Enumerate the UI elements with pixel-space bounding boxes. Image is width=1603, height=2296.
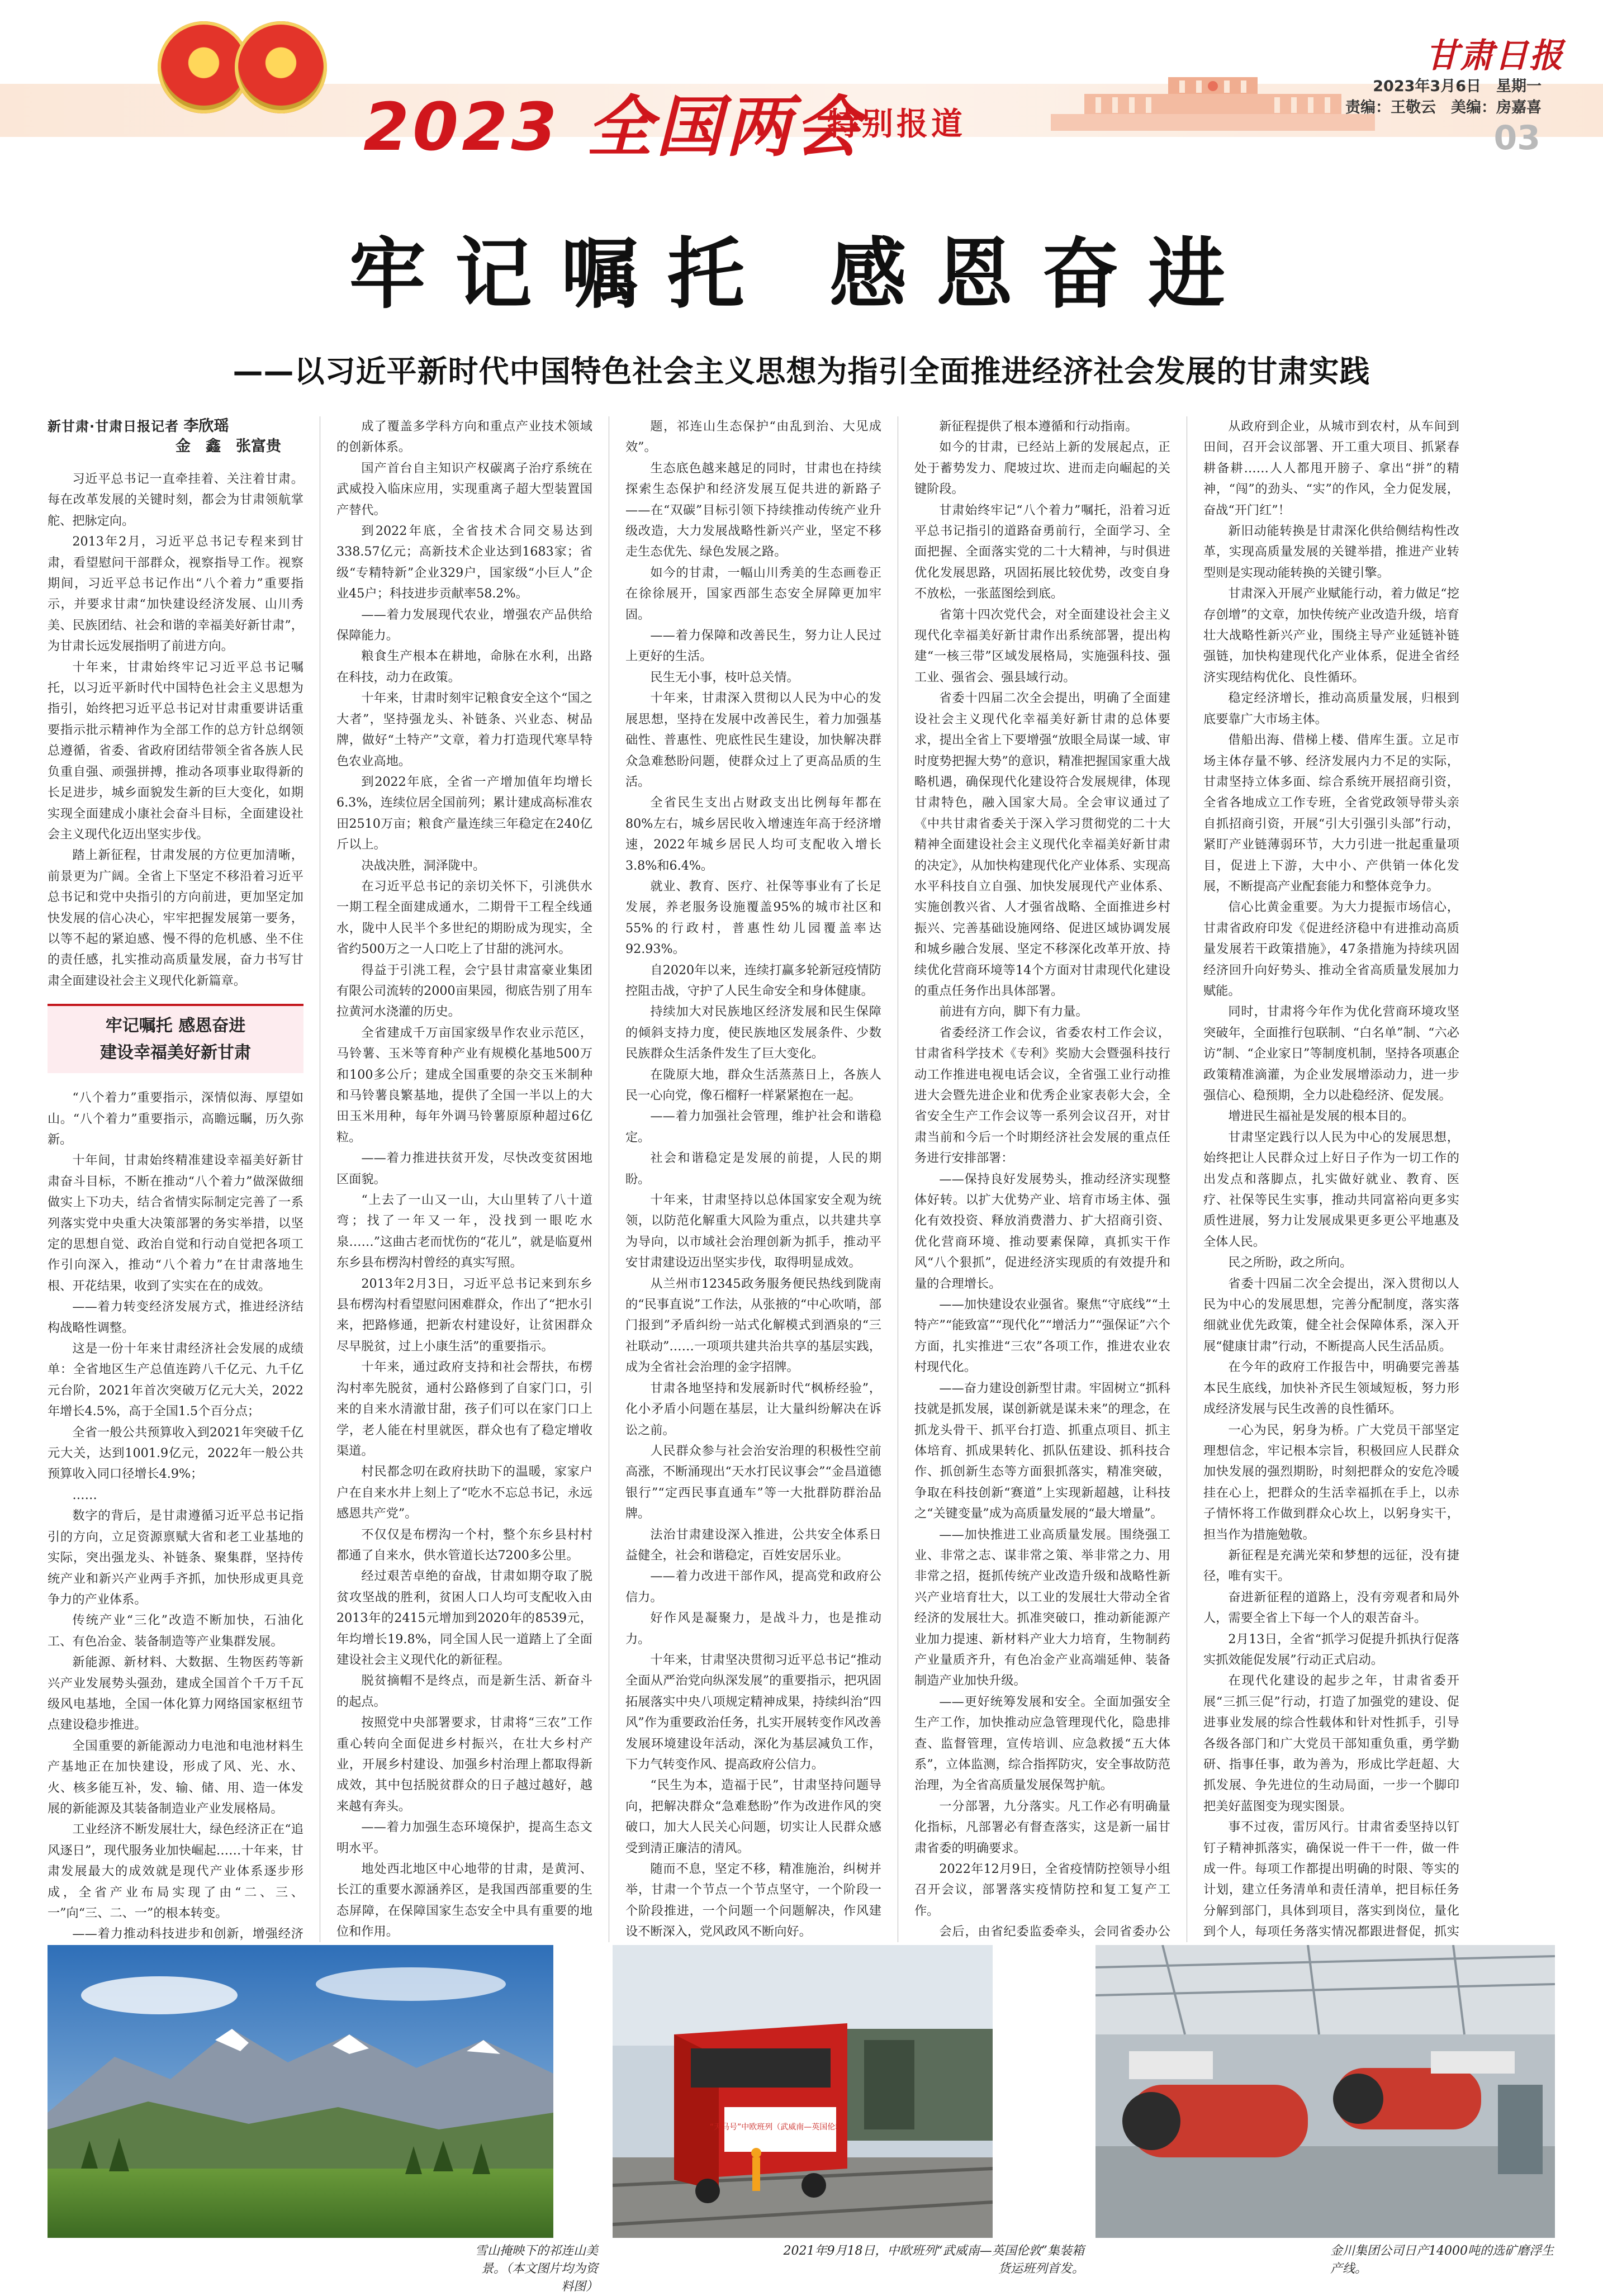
article-paragraph: 法治甘肃建设深入推进，公共安全体系日益健全，社会和谐稳定，百姓安居乐业。 [625, 1527, 881, 1563]
photo-ore-processing-plant [1095, 1945, 1555, 2238]
article-paragraph: 一心为民，躬身为桥。广大党员干部坚定理想信念，牢记根本宗旨，积极回应人民群众加快发展的强烈期盼，时刻把群众的安危冷暖挂在心上，把群众的生活幸福抓在手上，以赤子情怀将工作做到群众心坎上，以躬身实干，担当作为措施勉敬。 [1203, 1422, 1459, 1542]
article-paragraph: 一分部署，九分落实。凡工作必有明确量化指标，凡部署必有督查落实，这是新一届甘肃省委的明确要求。 [914, 1799, 1170, 1856]
article-paragraph: ——加快建设农业强省。聚焦“守底线”“土特产”“能致富”“现代化”“增活力”“强保证”六个方面，扎实推进“三农”各项工作，推进农业农村现代化。 [914, 1297, 1170, 1375]
article-paragraph: 前进有方向，脚下有力量。 [939, 1004, 1088, 1019]
article-paragraph: 从政府到企业，从城市到农村，从车间到田间，召开会议部署、开工重大项目、抓紧春耕备耕……人人都甩开膀子、拿出“拼”的精神，“闯”的劲头、“实”的作风，全力促发展，奋战“开门红”！ [1203, 419, 1459, 518]
article-paragraph: 成了覆盖多学科方向和重点产业技术领域的创新体系。 [336, 419, 592, 455]
article-paragraph: 借船出海、借梯上楼、借库生蛋。立足市场主体存量不够、经济发展内力不足的实际，甘肃坚持立体多面、综合系统开展招商引资，全省各地成立工作专班，全省党政领导带头亲自抓招商引资，开展“引大引强引头部”行动，紧盯产业链薄弱环节，大力引进一批起重量项目，促进上下游，大中小、产供销一体化发展，不断提高产业配套能力和整体竞争力。 [1203, 733, 1459, 894]
article-paragraph: 甘肃各地坚持和发展新时代“枫桥经验”，化小矛盾小问题在基层，让大量纠纷解决在诉讼之前。 [625, 1381, 881, 1438]
article-paragraph: 如今的甘肃，已经站上新的发展起点，正处于蓄势发力、爬坡过坎、进而走向崛起的关键阶段。 [914, 440, 1170, 497]
article-paragraph: 省第十四次党代会，对全面建设社会主义现代化幸福美好新甘肃作出系统部署，提出构建“一核三带”区域发展格局，实施强科技、强工业、强省会、强县域行动。 [914, 607, 1170, 685]
byline [48, 416, 303, 457]
article-paragraph: 新征程是充满光荣和梦想的远征，没有捷径，唯有实干。 [1203, 1548, 1459, 1584]
paragraph-group [48, 1088, 303, 1942]
article-paragraph: 就业、教育、医疗、社保等事业有了长足发展，养老服务设施覆盖95%的城市社区和55%的行政村，普惠性幼儿园覆盖率达92.93%。 [625, 879, 881, 957]
article-paragraph: …… [72, 1487, 97, 1502]
article-paragraph: ——更好统筹发展和安全。全面加强安全生产工作，加快推动应急管理现代化，隐患排查、监督管理，宣传培训、应急救援“五大体系”，立体监测，综合指挥防灾，安全事故防范治理，为全省高质量发展保驾护航。 [914, 1694, 1170, 1793]
article-paragraph: 新征程提供了根本遵循和行动指南。 [939, 419, 1138, 434]
article-paragraph: 自2020年以来，连续打赢多轮新冠疫情防控阻击战，守护了人民生命安全和身体健康。 [625, 962, 881, 998]
article-paragraph: 十年间，甘肃始终精准建设幸福美好新甘肃奋斗目标，不断在推动“八个着力”做深做细做实上下功夫，结合省情实际制定完善了一系列落实党中央重大决策部署的务实举措，以坚定的思想自觉、政治自觉和行动自觉把各项工作引向深入，推动“八个着力”在甘肃落地生根、开花结果，收到了实实在在的成效。 [48, 1153, 303, 1293]
article-paragraph: 稳定经济增长，推动高质量发展，归根到底要靠广大市场主体。 [1203, 691, 1459, 727]
article-paragraph: 十年来，甘肃时刻牢记粮食安全这个“国之大者”，坚持强龙头、补链条、兴业态、树品牌，做好“土特产”文章，着力打造现代寒旱特色农业高地。 [336, 691, 592, 769]
section-box-line1: 牢记嘱托 感恩奋进 [105, 1016, 246, 1036]
article-column-5 [1203, 416, 1459, 1942]
great-hall-icon [1040, 60, 1386, 139]
article-paragraph: 社会和谐稳定是发展的前提，人民的期盼。 [625, 1151, 881, 1187]
article-column-2 [336, 416, 592, 1942]
article-paragraph: 2022年12月9日，全省疫情防控领导小组召开会议，部署落实疫情防控和复工复产工作。 [914, 1862, 1170, 1918]
article-paragraph: 得益于引洮工程，会宁县甘肃富豪业集团有限公司流转的2000亩果园，彻底告别了用车拉黄河水浇灌的历史。 [336, 962, 592, 1019]
article-paragraph: 按照党中央部署要求，甘肃将“三农”工作重心转向全面促进乡村振兴，在壮大乡村产业，开展乡村建设、加强乡村治理上都取得新成效，其中包括脱贫群众的日子越过越好，越来越有奔头。 [336, 1715, 592, 1814]
article-paragraph: ——着力转变经济发展方式，推进经济结构战略性调整。 [48, 1299, 303, 1335]
photo-china-europe-train [613, 1945, 993, 2238]
article-paragraph: “八个着力”重要指示，深情似海、厚望如山。“八个着力”重要指示，高瞻远瞩，历久弥新。 [48, 1090, 303, 1147]
banner-subtitle: 特别报道 [827, 106, 966, 143]
article-paragraph: 2013年2月3日，习近平总书记来到东乡县布楞沟村看望慰问困难群众，作出了“把水引来，把路修通，把新农村建设好，让贫困群众尽早脱贫，过上小康生活”的重要指示。 [336, 1276, 592, 1354]
article-paragraph: 会后，由省纪委监委牵头，会同省委办公 [939, 1924, 1170, 1939]
masthead-logo: 甘肃日报 [1425, 36, 1564, 75]
page-number: 03 [1493, 118, 1540, 158]
article-paragraph: 在习近平总书记的亲切关怀下，引洮供水一期工程全面建成通水，二期骨干工程全线通水，陇中人民半个多世纪的期盼成为现实，全省约500万之一人口吃上了甘甜的洮河水。 [336, 879, 592, 957]
article-paragraph: 新能源、新材料、大数据、生物医药等新兴产业发展势头强劲，建成全国首个千万千瓦级风电基地，全国一体化算力网络国家枢纽节点建设稳步推进。 [48, 1655, 303, 1733]
main-headline: 牢记嘱托 感恩奋进 [348, 229, 1255, 319]
article-column-3 [625, 416, 881, 1942]
article-paragraph: 2013年2月，习近平总书记专程来到甘肃，看望慰问干部群众，视察指导工作。视察期间，习近平总书记作出“八个着力”重要指示，并要求甘肃“加快建设经济发展、山川秀美、民族团结、社会和谐的幸福美好新甘肃”，为甘肃长远发展指明了前进方向。 [48, 534, 303, 654]
article-paragraph: 这是一份十年来甘肃经济社会发展的成绩单：全省地区生产总值连跨八千亿元、九千亿元台阶，2021年首次突破万亿元大关，2022年增长4.5%，高于全国1.5个百分点； [48, 1341, 303, 1419]
article-paragraph: 好作风是凝聚力，是战斗力，也是推动力。 [625, 1611, 881, 1647]
article-paragraph: 踏上新征程，甘肃发展的方位更加清晰，前景更为广阔。全省上下坚定不移沿着习近平总书记和党中央指引的方向前进，更加坚定加快发展的信心决心，牢牢把握发展第一要务，以等不起的紧迫感、慢不得的危机感、坐不住的责任感，扎实推动高质量发展，奋力书写甘肃全面建设社会主义现代化新篇章。 [48, 848, 303, 988]
article-paragraph: 经过艰苦卓绝的奋战，甘肃如期夺取了脱贫攻坚战的胜利，贫困人口人均可支配收入由2013年的2415元增加到2020年的8539元，年均增长19.8%，同全国人民一道踏上了全面建设社会主义现代化的新征程。 [336, 1569, 592, 1667]
article-paragraph: 增进民生福祉是发展的根本目的。 [1228, 1109, 1415, 1124]
article-paragraph: 省委十四届二次全会提出，明确了全面建设社会主义现代化幸福美好新甘肃的总体要求，提出全省上下要增强“放眼全局谋一域、审时度势把握大势”的意识，精准把握国家重大战略机遇，确保现代化建设符合发展规律，体现甘肃特色，融入国家大局。全会审议通过了《中共甘肃省委关于深入学习贯彻党的二十大精神全面建设社会主义现代化幸福美好新甘肃的决定》，从加快构建现代化产业体系、实现高水平科技自立自强、加快发展现代产业体系、实施创教兴省、人才强省战略、全面推进乡村振兴、完善基础设施网络、促进区域协调发展和城乡融合发展、坚定不移深化改革开放、持续优化营商环境等14个方面对甘肃现代化建设的重点任务作出具体部署。 [914, 691, 1170, 998]
article-paragraph: 不仅仅是布楞沟一个村，整个东乡县村村都通了自来水，供水管道长达7200多公里。 [336, 1527, 592, 1563]
article-column-1 [48, 416, 303, 1942]
article-paragraph: 工业经济不断发展壮大，绿色经济正在“追风逐日”，现代服务业加快崛起……十年来，甘肃发展最大的成效就是现代产业体系逐步形成，全省产业布局实现了由“二、三、一”向“三、二、一”的根本转变。 [48, 1822, 303, 1920]
mountain-landscape-image [48, 1945, 553, 2238]
article-paragraph: 事不过夜，雷厉风行。甘肃省委坚持以钉钉子精神抓落实，确保说一件干一件，做一件成一件。每项工作都提出明确的时限、等实的计划，建立任务清单和责任清单，把目标任务分解到部门，具体到项目，落实到岗位，量化到个人，每项任务落实情况都跟进督促，抓实 [1203, 1820, 1459, 1939]
article-paragraph: ——着力保障和改善民生，努力让人民过上更好的生活。 [625, 628, 881, 664]
article-paragraph: 十年来，甘肃坚持以总体国家安全观为统领，以防范化解重大风险为重点，以共建共享为导向，以市域社会治理创新为抓手，推动平安甘肃建设迈出坚实步伐，取得明显成效。 [625, 1193, 881, 1270]
photo-caption-1: 雪山掩映下的祁连山美景。（本文图片均为资料图） [475, 2244, 599, 2294]
article-paragraph: ——保持良好发展势头，推动经济实现整体好转。以扩大优势产业、培育市场主体、强化有效投资、释放消费潜力、扩大招商引资、优化营商环境、推动要素保障，真抓实干作风“八个狠抓”，促进经济实现质的有效提升和量的合理增长。 [914, 1171, 1170, 1291]
article-paragraph: 到2022年底，全省一产增加值年均增长6.3%，连续位居全国前列；累计建成高标准农田2510万亩；粮食产量连续三年稳定在240亿斤以上。 [336, 774, 592, 852]
editors-line: 责编：王敬云 美编：房嘉喜 [1345, 99, 1542, 116]
article-paragraph: 2月13日，全省“抓学习促提升抓执行促落实抓效能促发展”行动正式启动。 [1203, 1631, 1459, 1667]
factory-floor-image [1095, 1945, 1555, 2238]
article-paragraph: “上去了一山又一山，大山里转了八十道弯；找了一年又一年，没找到一眼吃水泉……”这曲古老而忧伤的“花儿”，就是临夏州东乡县布楞沟村曾经的真实写照。 [336, 1193, 592, 1270]
article-paragraph: 十年来，甘肃深入贯彻以人民为中心的发展思想，坚持在发展中改善民生，着力加强基础性、普惠性、兜底性民生建设，加快解决群众急难愁盼问题，使群众过上了更高品质的生活。 [625, 691, 881, 789]
article-paragraph: 生态底色越来越足的同时，甘肃也在持续探索生态保护和经济发展互促共进的新路子——在“双碳”目标引领下持续推动传统产业升级改造，大力发展战略性新兴产业，坚定不移走生态优先、绿色发展之路。 [625, 461, 881, 559]
photo-qilian-mountains [48, 1945, 553, 2238]
article-paragraph: 粮食生产根本在耕地，命脉在水利，出路在科技，动力在政策。 [336, 649, 592, 685]
article-paragraph: 在今年的政府工作报告中，明确要完善基本民生底线，加快补齐民生领域短板，努力形成经济发展与民生改善的良性循环。 [1203, 1360, 1459, 1417]
photo-caption-3: 金川集团公司日产14000吨的选矿磨浮生产线。 [1330, 2244, 1554, 2276]
sub-headline: ——以习近平新时代中国特色社会主义思想为指引全面推进经济社会发展的甘肃实践 [233, 354, 1370, 389]
article-paragraph: “民生为本，造福于民”，甘肃坚持问题导向，把解决群众“急难愁盼”作为改进作风的突破口，加大人民关心问题，切实让人民群众感受到清正廉洁的清风。 [625, 1778, 881, 1856]
article-paragraph: 地处西北地区中心地带的甘肃，是黄河、长江的重要水源涵养区，是我国西部重要的生态屏障，在保障国家生态安全中具有重要的地位和作用。 [336, 1862, 592, 1939]
article-paragraph: 在现代化建设的起步之年，甘肃省委开展“三抓三促”行动，打造了加强党的建设、促进事业发展的综合性载体和针对性抓手，引导各级各部门和广大党员干部知重负重，勇学勤研、指事任事，敢为善为，形成比学赶超、大抓发展、争先进位的生动局面，一步一个脚印把美好蓝图变为现实图景。 [1203, 1673, 1459, 1814]
article-paragraph: 决战决胜，洞泽陇中。 [361, 858, 486, 873]
article-paragraph: 村民都念叨在政府扶助下的温暖，家家户户在自来水井上刻上了“吃水不忘总书记，永远感恩共产党”。 [336, 1464, 592, 1521]
section-box-line2: 建设幸福美好新甘肃 [100, 1043, 251, 1063]
article-paragraph: ——着力推动科技进步和创新，增强经济 [72, 1927, 303, 1942]
article-paragraph: 省委十四届二次全会提出，深入贯彻以人民为中心的发展思想，完善分配制度，落实落细就业优先政策，健全社会保障体系，深入开展“健康甘肃”行动，不断提高人民生活品质。 [1203, 1276, 1459, 1354]
article-paragraph: 信心比黄金重要。为大力提振市场信心，甘肃省政府印发《促进经济稳中有进推动高质量发展若干政策措施》，47条措施为持续巩固经济回升向好势头、推动全省高质量发展加力赋能。 [1203, 900, 1459, 998]
page-header [0, 0, 1603, 168]
article-paragraph: 在陇原大地，群众生活蒸蒸日上，各族人民一心向党，像石榴籽一样紧紧抱在一起。 [625, 1067, 881, 1103]
article-paragraph: 民生无小事，枝叶总关情。 [650, 670, 799, 685]
freight-train-image [613, 1945, 993, 2238]
paragraph-group [336, 416, 592, 1942]
article-paragraph: 题，祁连山生态保护“由乱到治、大见成效”。 [625, 419, 881, 455]
byline-names-2: 金 鑫 张富贵 [176, 438, 281, 455]
banner-title: 2023 全国两会 [363, 88, 864, 165]
article-paragraph: 传统产业“三化”改造不断加快，石油化工、有色冶金、装备制造等产业集群发展。 [48, 1613, 303, 1649]
article-paragraph: 民之所盼，政之所向。 [1228, 1255, 1353, 1270]
section-box [48, 1004, 303, 1073]
article-paragraph: 习近平总书记一直牵挂着、关注着甘肃。每在改革发展的关键时刻，都会为甘肃领航掌舵、把脉定向。 [48, 472, 303, 528]
article-column-4 [914, 416, 1170, 1942]
article-paragraph: 甘肃始终牢记“八个着力”嘱托，沿着习近平总书记指引的道路奋勇前行，全面学习、全面把握、全面落实党的二十大精神，与时俱进优化发展思路，巩固拓展比较优势，改变自身不放松，一张蓝图绘到底。 [914, 502, 1170, 601]
article-paragraph: 国产首台自主知识产权碳离子治疗系统在武威投入临床应用，实现重离子超大型装置国产替代。 [336, 461, 592, 518]
issue-date: 2023年3月6日 星期一 [1373, 78, 1542, 95]
article-paragraph: 全省一般公共预算收入到2021年突破千亿元大关，达到1001.9亿元，2022年一般公共预算收入同口径增长4.9%； [48, 1425, 303, 1482]
article-paragraph: 甘肃坚定践行以人民为中心的发展思想，始终把让人民群众过上好日子作为一切工作的出发点和落脚点，扎实做好就业、教育、医疗、社保等民生实事，推动共同富裕向更多实质性进展，努力让发展成果更多更公平地惠及全体人民。 [1203, 1130, 1459, 1249]
article-paragraph: ——着力加强生态环境保护，提高生态文明水平。 [336, 1820, 592, 1856]
article-paragraph: 人民群众参与社会治安治理的积极性空前高涨，不断涌现出“天水打民议事会”“金昌道德银行”“定西民事直通车”等一大批群防群治品牌。 [625, 1443, 881, 1521]
article-paragraph: 十年来，甘肃始终牢记习近平总书记嘱托，以习近平新时代中国特色社会主义思想为指引，始终把习近平总书记对甘肃重要讲话重要指示批示精神作为全部工作的总方针总纲领总遵循，省委、省政府团结带领全省各族人民负重自强、顽强拼搏，推动各项事业取得新的长足进步，城乡面貌发生新的巨大变化，如期实现全面建成小康社会奋斗目标，全面建设社会主义现代化迈出坚实步伐。 [48, 660, 303, 842]
article-paragraph: 同时，甘肃将今年作为优化营商环境攻坚突破年，全面推行包联制、“白名单”制、“六必访”制、“企业家日”等制度机制，坚持各项惠企政策精准滴灌，为企业发展增添动力，进一步强信心、稳预期，全力以赴稳经济、促发展。 [1203, 1004, 1459, 1103]
article-paragraph: 十年来，甘肃坚决贯彻习近平总书记“推动全面从严治党向纵深发展”的重要指示，把巩固拓展落实中央八项规定精神成果，持续纠治“四风”作为重要政治任务，扎实开展转变作风改善发展环境建设年活动，深化为基层减负工作，下力气转变作风、提高政府公信力。 [625, 1652, 881, 1772]
paragraph-group [625, 416, 881, 1942]
article-paragraph: 十年来，通过政府支持和社会帮扶，布楞沟村率先脱贫，通村公路修到了自家门口，引来的自来水清澈甘甜，孩子们可以在家门口上学，老人能在村里就医，群众也有了稳定增收渠道。 [336, 1360, 592, 1458]
article-paragraph: 随而不息，坚定不移，精准施治，纠树并举，甘肃一个节点一个节点坚守，一个阶段一个阶段推进，一个问题一个问题解决，作风建设不断深入，党风政风不断向好。 [625, 1862, 881, 1939]
article-paragraph: ——奋力建设创新型甘肃。牢固树立“抓科技就是抓发展，谋创新就是谋未来”的理念，在抓龙头骨干、抓平台打造、抓重点项目、抓主体培育、抓成果转化、抓队伍建设、抓科技合作、抓创新生态等方面狠抓落实，精准突破，争取在科技创新“赛道”上实现新超越，让科技之“关键变量”成为高质量发展的“最大增量”。 [914, 1381, 1170, 1521]
article-paragraph: ——加快推进工业高质量发展。围绕强工业、非常之志、谋非常之策、举非常之力、用非常之招，挺抓传统产业改造升级和战略性新兴产业培育壮大，以工业的发展壮大带动全省经济的发展壮大。抓准突破口，推动新能源产业加力提速、新材料产业大力培育，生物制药产业量质齐升，有色冶金产业高端延伸、装备制造产业加快升级。 [914, 1527, 1170, 1688]
article-paragraph: 全省民生支出占财政支出比例每年都在80%左右，城乡居民收入增速连年高于经济增速，2022年城乡居民人均可支配收入增长3.8%和6.4%。 [625, 795, 881, 873]
article-paragraph: 如今的甘肃，一幅山川秀美的生态画卷正在徐徐展开，国家西部生态安全屏障更加牢固。 [625, 565, 881, 622]
article-paragraph: ——着力发展现代农业，增强农产品供给保障能力。 [336, 607, 592, 643]
article-paragraph: 全省建成千万亩国家级旱作农业示范区，马铃薯、玉米等育种产业有规模化基地500万和100多公斤；建成全国重要的杂交玉米制种和马铃薯良繁基地，提供了全国一半以上的大田玉米用种，每年外调马铃薯原原种超过6亿粒。 [336, 1025, 592, 1145]
cppcc-emblem-icon [235, 21, 327, 113]
article-paragraph: 奋进新征程的道路上，没有旁观者和局外人，需要全省上下每一个人的艰苦奋斗。 [1203, 1590, 1459, 1626]
byline-brand: 新甘肃·甘肃日报记者 [48, 419, 179, 434]
byline-names: 李欣瑶 [183, 418, 229, 435]
article-paragraph: 全国重要的新能源动力电池和电池材料生产基地正在加快建设，形成了风、光、水、火、核多能互补，发、输、储、用、造一体发展的新能源及其装备制造业产业发展格局。 [48, 1738, 303, 1816]
article-paragraph: 新旧动能转换是甘肃深化供给侧结构性改革，实现高质量发展的关键举措，推进产业转型则是实现动能转换的关键引擎。 [1203, 524, 1459, 580]
article-paragraph: 甘肃深入开展产业赋能行动，着力做足“挖存创增”的文章，加快传统产业改造升级，培育壮大战略性新兴产业，围绕主导产业延链补链强链，加快构建现代化产业体系，促进全省经济实现结构优化、良性循环。 [1203, 586, 1459, 685]
article-paragraph: 省委经济工作会议，省委农村工作会议，甘肃省科学技术《专利》奖励大会暨强科技行动工作推进电视电话会议，全省强工业行动推进大会暨先进企业和优秀企业家表彰大会，全省安全生产工作会议等一系列会议召开，对甘肃当前和今后一个时期经济社会发展的重点任务进行安排部署： [914, 1025, 1170, 1166]
paragraph-group [914, 416, 1170, 1942]
article-paragraph: 持续加大对民族地区经济发展和民生保障的倾斜支持力度，使民族地区发展条件、少数民族群众生活条件发生了巨大变化。 [625, 1004, 881, 1061]
article-paragraph: 从兰州市12345政务服务便民热线到陇南的“民事直说”工作法，从张掖的“中心吹哨，部门报到”矛盾纠纷一站式化解模式到酒泉的“三社联动”……一项项共建共治共享的基层实践，成为全省社会治理的金字招牌。 [625, 1276, 881, 1375]
article-paragraph: 数字的背后，是甘肃遵循习近平总书记指引的方向，立足资源禀赋大省和老工业基地的实际，突出强龙头、补链条、聚集群，坚持传统产业和新兴产业两手齐抓，加快形成更具竞争力的产业体系。 [48, 1508, 303, 1607]
article-paragraph: ——着力加强社会管理，维护社会和谐稳定。 [625, 1109, 881, 1145]
paragraph-group [48, 469, 303, 992]
train-banner-text: “天马号”中欧班列（武威南—英国伦敦） [709, 2123, 851, 2132]
article-paragraph: 到2022年底，全省技术合同交易达到338.57亿元；高新技术企业达到1683家；省级“专精特新”企业329户，国家级“小巨人”企业45户；科技进步贡献率58.2%。 [336, 524, 592, 601]
photo-caption-2: 2021年9月18日，中欧班列“武威南—英国伦敦”集装箱货运班列首发。 [783, 2244, 1084, 2276]
article-paragraph: ——着力改进干部作风，提高党和政府公信力。 [625, 1569, 881, 1605]
article-paragraph: 脱贫摘帽不是终点，而是新生活、新奋斗的起点。 [336, 1673, 592, 1709]
paragraph-group [1203, 416, 1459, 1942]
article-paragraph: ——着力推进扶贫开发，尽快改变贫困地区面貌。 [336, 1151, 592, 1187]
